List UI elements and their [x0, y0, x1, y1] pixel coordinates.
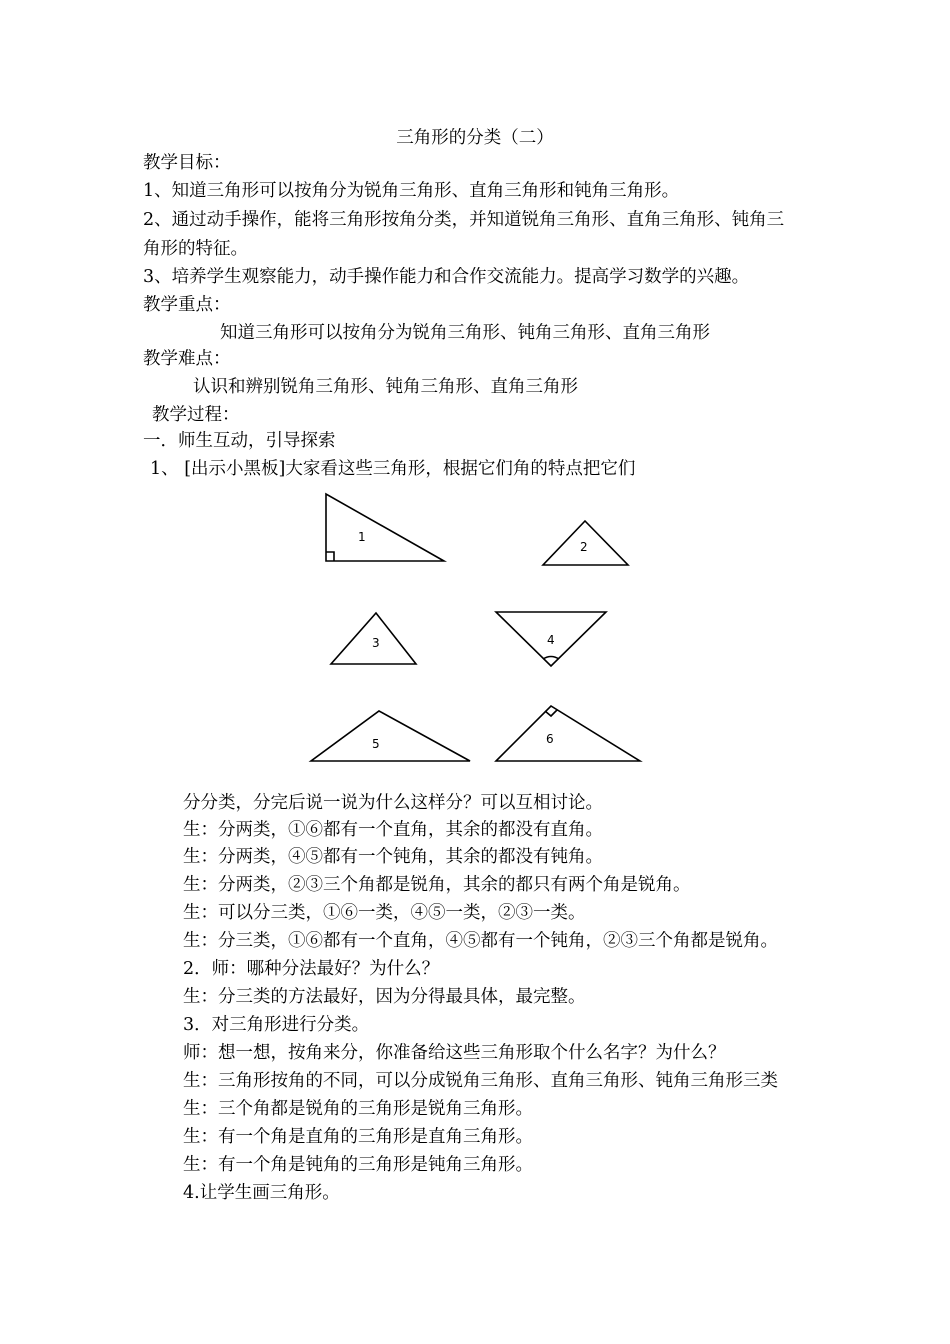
dialogue-line-4: 生：分两类，②③三个角都是锐角，其余的都只有两个角是锐角。: [183, 875, 691, 895]
objective-1: 1、知道三角形可以按角分为锐角三角形、直角三角形和钝角三角形。: [143, 181, 680, 201]
objective-2: 2、通过动手操作，能将三角形按角分类，并知道锐角三角形、直角三角形、钝角三: [143, 210, 785, 230]
triangle-label-3: 3: [372, 636, 380, 650]
objective-3: 3、培养学生观察能力，动手操作能力和合作交流能力。提高学习数学的兴趣。: [143, 267, 750, 287]
dialogue-line-7: 2．师：哪种分法最好？为什么？: [183, 959, 440, 979]
triangle-label-2: 2: [580, 540, 588, 554]
key-point-heading: 教学重点：: [143, 295, 231, 315]
dialogue-line-11: 生：三角形按角的不同，可以分成锐角三角形、直角三角形、钝角三角形三类: [183, 1071, 778, 1091]
triangle-label-6: 6: [546, 732, 554, 746]
objective-2-cont: 角形的特征。: [143, 239, 248, 259]
triangle-5: [311, 711, 470, 761]
dialogue-line-14: 生：有一个角是钝角的三角形是钝角三角形。: [183, 1155, 533, 1175]
dialogue-line-13: 生：有一个角是直角的三角形是直角三角形。: [183, 1127, 533, 1147]
right-angle-mark-1: [326, 552, 334, 561]
dialogue-line-2: 生：分两类，①⑥都有一个直角，其余的都没有直角。: [183, 820, 603, 840]
process-heading: 教学过程：: [152, 405, 240, 425]
obtuse-angle-mark-4: [543, 657, 559, 660]
dialogue-line-15: 4.让学生画三角形。: [183, 1183, 340, 1203]
dialogue-line-9: 3．对三角形进行分类。: [183, 1015, 370, 1035]
key-point-text: 知道三角形可以按角分为锐角三角形、钝角三角形、直角三角形: [220, 323, 710, 343]
difficulty-text: 认识和辨别锐角三角形、钝角三角形、直角三角形: [193, 377, 578, 397]
triangle-label-5: 5: [372, 737, 380, 751]
dialogue-line-5: 生：可以分三类，①⑥一类，④⑤一类，②③一类。: [183, 903, 586, 923]
section-1-heading: 一．师生互动，引导探索: [143, 431, 336, 451]
dialogue-line-1: 分分类，分完后说一说为什么这样分？可以互相讨论。: [183, 793, 603, 813]
objectives-heading: 教学目标：: [143, 153, 231, 173]
triangle-6: [496, 706, 640, 761]
dialogue-line-6: 生：分三类，①⑥都有一个直角，④⑤都有一个钝角，②③三个角都是锐角。: [183, 931, 778, 951]
dialogue-line-12: 生：三个角都是锐角的三角形是锐角三角形。: [183, 1099, 533, 1119]
step-1-text: 1、 [出示小黑板]大家看这些三角形，根据它们角的特点把它们: [150, 459, 636, 479]
dialogue-line-3: 生：分两类，④⑤都有一个钝角，其余的都没有钝角。: [183, 847, 603, 867]
difficulty-heading: 教学难点：: [143, 349, 231, 369]
dialogue-line-8: 生：分三类的方法最好，因为分得最具体，最完整。: [183, 987, 586, 1007]
triangle-label-4: 4: [547, 633, 555, 647]
page-title: 三角形的分类（二）: [396, 128, 554, 148]
triangle-1: [326, 494, 444, 561]
triangle-label-1: 1: [358, 530, 366, 544]
dialogue-line-10: 师：想一想，按角来分，你准备给这些三角形取个什么名字？为什么？: [183, 1043, 726, 1063]
